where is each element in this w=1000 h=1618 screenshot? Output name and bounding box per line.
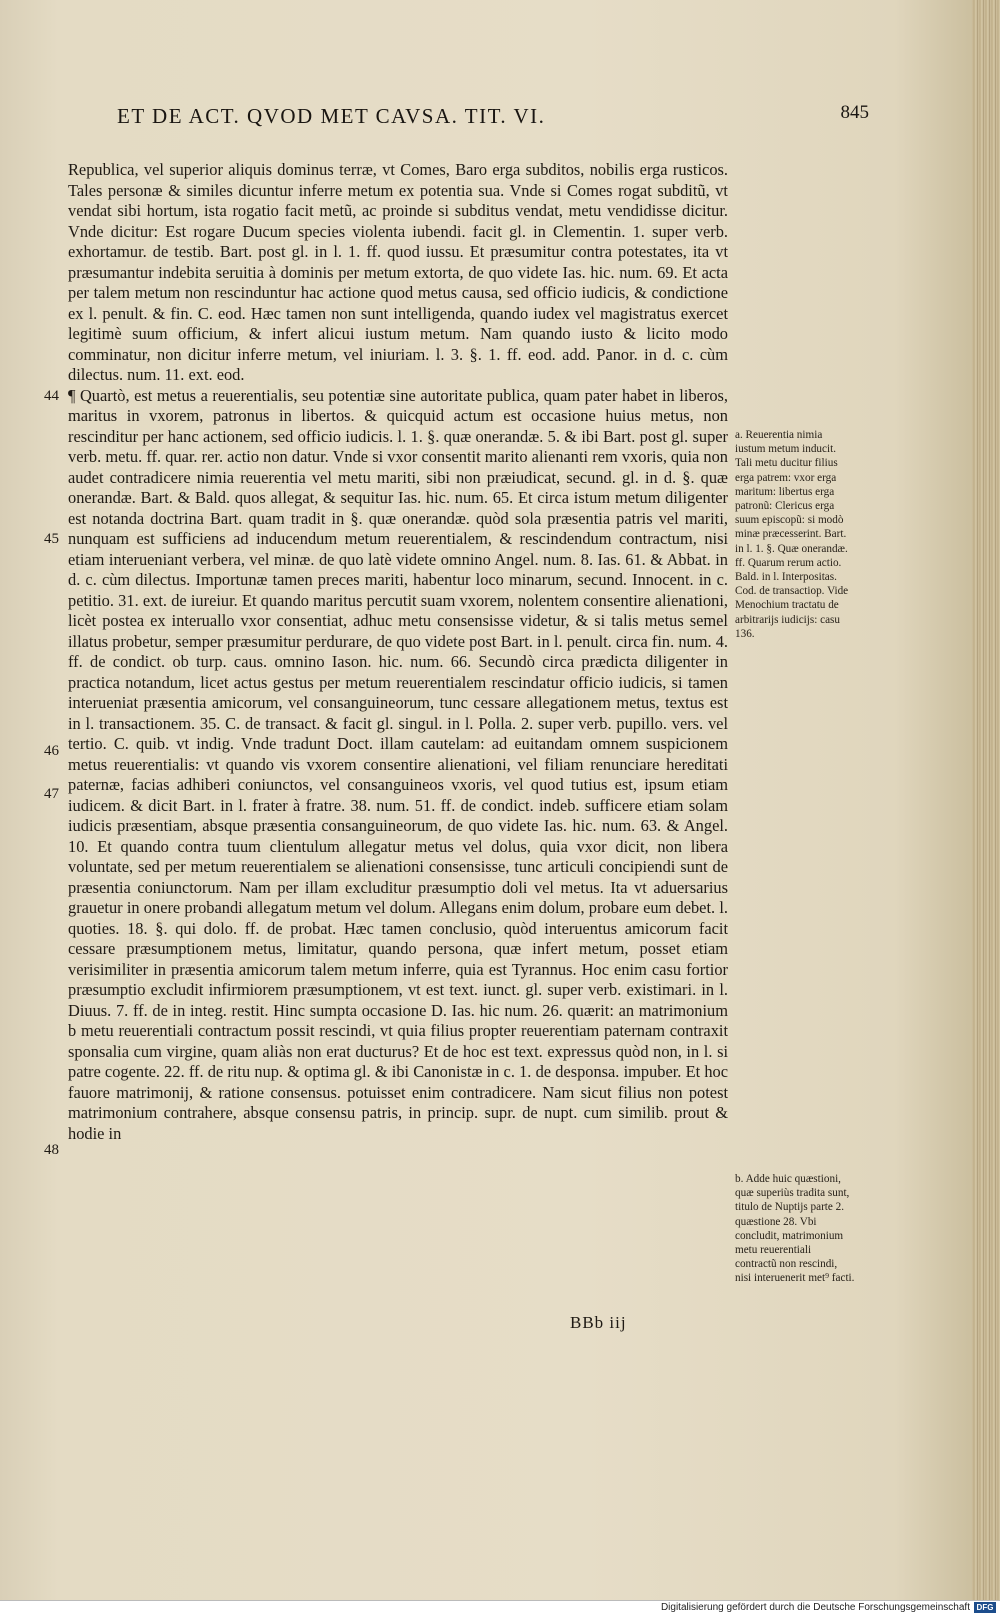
signature-mark: BBb iij bbox=[570, 1313, 627, 1332]
paragraph-1 bbox=[68, 160, 728, 386]
paragraph-2 bbox=[44, 385, 728, 1158]
paragraph-1-text: Republica, vel superior aliquis dominus terræ, vt Comes, Baro erga subditos, nobilis erga rusticos. Tales personæ & similes dicuntur inferre metum ex potentia sua. Vnde si Comes rogat subditũ, vt vendat sibi hortum, ista rogatio facit metũ, ac proinde si subditus vendat, metu vendidisse dicitur. Vnde dicitur: Est rogare Ducum species violenta iubendi. facit gl. in Clementin. 1. super verb. exhortamur. de testib. Bart. post gl. in l. 1. ff. quod iussu. Et præsumitur contra potestates, ita vt præsumantur indebita seruitia à dominis per metum extorta, de quo videte Ias. hic. num. 69. Et acta per talem metum non rescinduntur hac actione quod metus causa, sed officio iudicis, & condictione ex l. penult. & fin. C. eod. Hæc tamen non sunt intelligenda, quando iudex vel magistratus exercet legitimè suum officium, & infert alicui iustum metum. Nam quando iusto & licito modo comminatur, non dicitur inferre metum, vel iniuriam. l. 3. §. 1. ff. eod. add. Panor. in d. c. cùm dilectus. num. 11. ext. eod. bbox=[68, 160, 728, 384]
margin-number-45: 45 bbox=[44, 530, 59, 547]
dfg-logo-icon: DFG bbox=[974, 1602, 996, 1613]
page-edge-stack bbox=[972, 0, 1000, 1600]
marginal-note-a: a. Reuerentia nimia iustum metum inducit. Tali metu ducitur filius erga patrem: vxor erga maritum: libertus erga patronũ: Clericus erga suum episcopũ: si modò minæ præcesserint. Bart. in l. 1. §. Quæ onerandæ. ff. Quarum rerum actio. Bald. in l. Interpositas. Cod. de transactiop. Vide Menochium tractatu de arbitrarijs iudicijs: casu 136. bbox=[735, 429, 849, 640]
page-number: 845 bbox=[840, 102, 869, 123]
running-title: ET DE ACT. QVOD MET CAVSA. TIT. VI. bbox=[117, 104, 546, 128]
main-text-column bbox=[44, 160, 728, 1158]
margin-number-44: 44 bbox=[44, 387, 59, 404]
paragraph-2-text: ¶ Quartò, est metus a reuerentialis, seu potentiæ sine autoritate publica, quam pater habet in liberos, maritus in vxorem, patronus in libertos. & quicquid actum est occasione huius metus, non rescinditur per hanc actionem, sed officio iudicis. l. 1. §. quæ onerandæ. 5. & ibi Bart. post gl. super verb. metu. ff. quar. rer. actio non datur. Vnde si vxor consentit marito alienanti rem vxoris, quia non audet contradicere nimia reuerentia vel metu mariti, sibi non præiudicat, secund. gl. in d. §. quæ onerandæ. Bart. & Bald. quos allegat, & sequitur Ias. hic. num. 65. Et circa istum metum diligenter est notanda doctrina Bart. quam tradit in §. quæ onerandæ. quòd sola præsentia patris vel mariti, nunquam est sufficiens ad inducendum metum reuerentialem, & rescindendum contractum, nisi etiam interueniant verbera, vel minæ. de quo latè videte omnino Angel. num. 8. Ias. 61. & Abbat. in d. c. cùm dilectus. Importunæ tamen preces mariti, habentur loco minarum, secund. Innocent. in c. petitio. 31. ext. de iureiur. Et quando maritus percutit suam vxorem, nolentem consentire alienationi, licèt postea ex interuallo vxor consentiat, adhuc metu consensisse videtur, & si talis metus semel illatus probetur, semper præsumitur perdurare, de quo videte post Bart. in l. penult. circa fin. num. 4. ff. de condict. ob turp. caus. omnino Iason. hic. num. 66. Secundò circa prædicta diligenter in practica notandum, licet actus gestus per metum reuerentialem rescindatur officio iudicis, si tamen interueniat præsentia amicorum, vel consanguineorum, tunc cessare allegationem metus, textus est in l. transactionem. 35. C. de transact. & facit gl. singul. in l. Polla. 2. super verb. pupillo. vers. vel tertio. C. quib. vt indig. Vnde tradunt Doct. illam cautelam: ad euitandam omnem suspicionem metus reuerentialis: vt quando vis vxorem consentire alienationi, vel filiam renunciare hereditati paternæ, facias adhiberi coniunctos, vel consanguineos vxoris, vel quod tutius est, ipsum etiam iudicem. & dicit Bart. in l. frater à fratre. 38. num. 51. ff. de condict. indeb. sufficere etiam solam iudicis præsentiam, absque præsentia consanguineorum, de quo videte Ias. hic. num. 63. & Angel. 10. Et quando contra tuum clientulum allegatur metus vel dolus, quia vxor dicit, non libera voluntate, sed per metum reuerentialem se alienationi consensisse, tunc articuli concipiendi sunt de præsentia coniunctorum. Nam per illam excluditur præsumptio doli vel metus. Ita vt aduersarius grauetur in onere probandi allegatum metum vel dolum. Allegans enim dolum, probare eum debet. l. quoties. 18. §. qui dolo. ff. de probat. Hæc tamen conclusio, quòd interuentus amicorum facit cessare præsumptionem metus, limitatur, quando persona, quæ infert metum, posset etiam verisimiliter in præsentia amicorum talem metum inferre, quia est Tyrannus. Hoc enim casu fortior præsumptio excludit infirmiorem præsumptionem, vt est text. iunct. gl. super verb. existimari. in l. Diuus. 7. ff. de in integ. restit. Hinc sumpta occasione D. Ias. hic num. 26. quærit: an matrimonium b metu reuerentiali contractum possit rescindi, vt quia filius propter reuerentiam paternam contraxit sponsalia cum virgine, quam aliàs non erat ducturus? Et de hoc est text. expressus quòd non, in l. si patre cogente. 22. ff. de ritu nup. & optima gl. & ibi Canonistæ in c. 1. de desponsa. impuber. Et hoc fauore matrimonij, & ratione consensus. potuisset enim contradicere. Nam sicut filius non potest matrimonium contrahere, absque consensu patris, in princip. supr. de nupt. cum similib. prout & hodie in bbox=[68, 385, 728, 1143]
margin-number-48: 48 bbox=[44, 1141, 59, 1158]
margin-number-47: 47 bbox=[44, 785, 59, 802]
margin-number-46: 46 bbox=[44, 742, 59, 759]
digitization-credit: Digitalisierung gefördert durch die Deutsche Forschungsgemeinschaft bbox=[660, 1602, 970, 1613]
marginal-note-b: b. Adde huic quæstioni, quæ superiùs tradita sunt, titulo de Nuptijs parte 2. quæstione 28. Vbi concludit, matrimonium metu reuerentiali contractũ non rescindi, nisi interuenerit met⁹ facti. bbox=[735, 1173, 855, 1285]
